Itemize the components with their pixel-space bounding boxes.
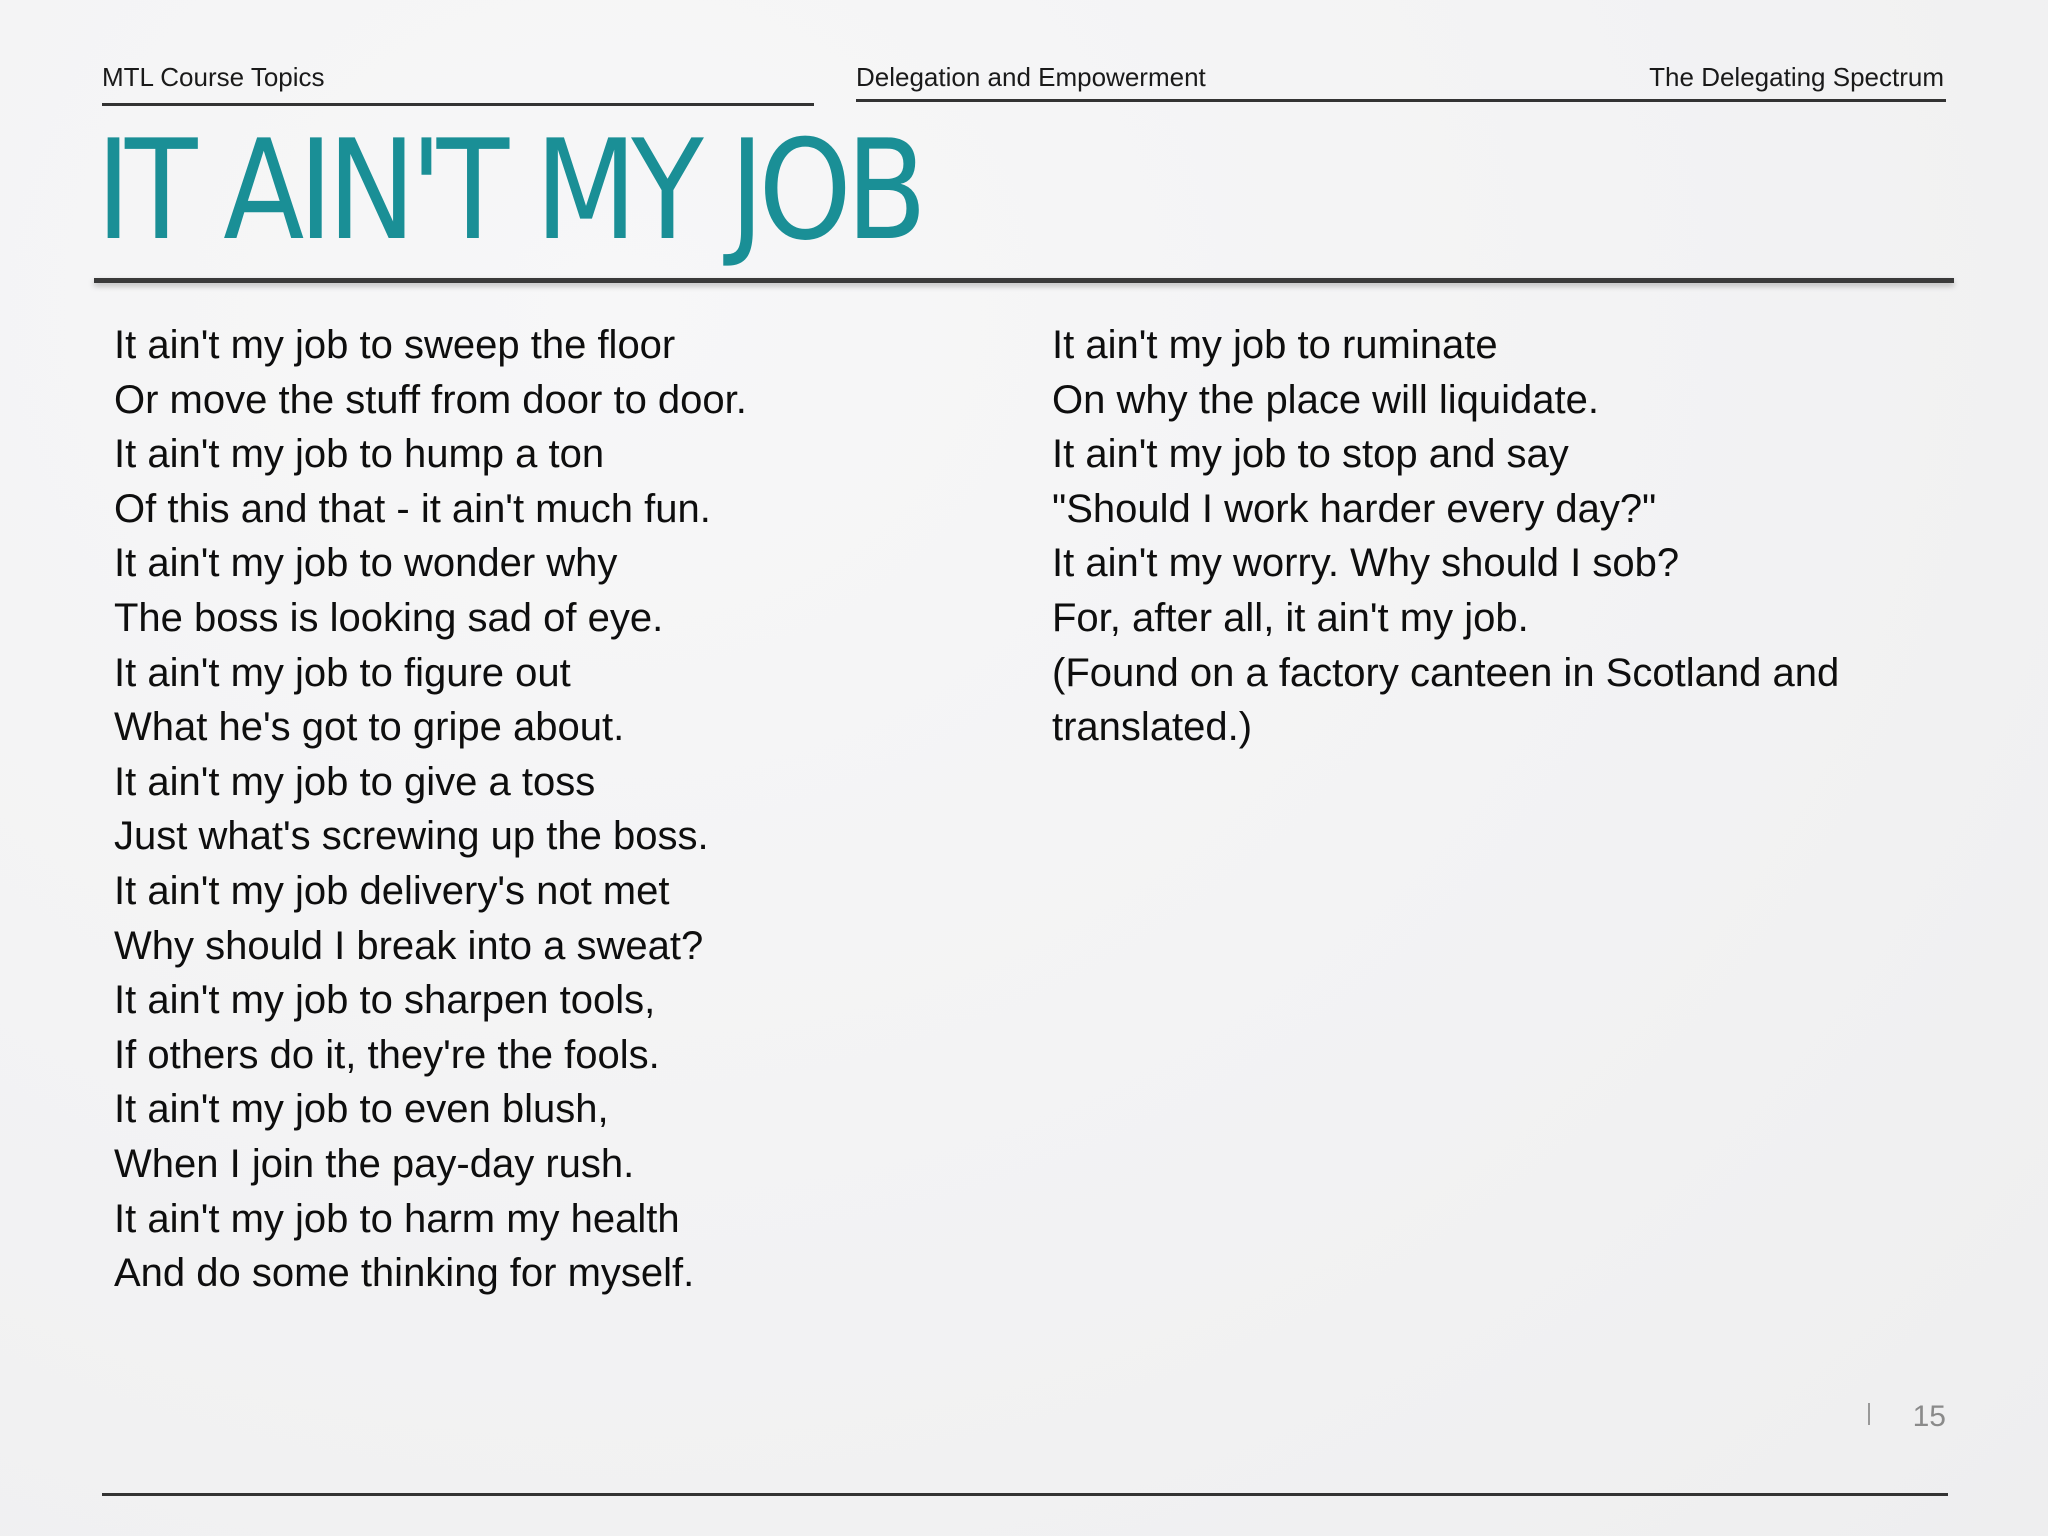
page-number-separator xyxy=(1868,1403,1870,1425)
poem-line: It ain't my job to wonder why xyxy=(114,541,618,586)
poem-column-right xyxy=(1052,318,1839,755)
footer-rule xyxy=(102,1493,1948,1496)
poem-line: It ain't my job to figure out xyxy=(114,650,571,695)
poem-line: Of this and that - it ain't much fun. xyxy=(114,486,711,531)
poem-line: And do some thinking for myself. xyxy=(114,1251,695,1296)
poem-line: If others do it, they're the fools. xyxy=(114,1032,660,1077)
poem-line: Why should I break into a sweat? xyxy=(114,923,704,968)
poem-line: Just what's screwing up the boss. xyxy=(114,814,709,859)
poem-line: The boss is looking sad of eye. xyxy=(114,595,664,640)
slide-title: IT AIN'T MY JOB xyxy=(96,110,922,271)
poem-source-note: (Found on a factory canteen in Scotland and xyxy=(1052,650,1840,695)
poem-column-left xyxy=(114,318,747,1301)
page-number: 15 xyxy=(1912,1400,1946,1433)
poem-line: It ain't my job to sweep the floor xyxy=(114,323,676,367)
header-course-topics: MTL Course Topics xyxy=(102,62,814,106)
poem-line: "Should I work harder every day?" xyxy=(1052,486,1657,531)
title-underline xyxy=(94,278,1954,283)
poem-line: It ain't my job to hump a ton xyxy=(114,432,605,477)
poem-line: It ain't my job to stop and say xyxy=(1052,432,1569,477)
poem-line: Or move the stuff from door to door. xyxy=(114,377,747,422)
poem-line: It ain't my worry. Why should I sob? xyxy=(1052,541,1680,586)
header-subsection-title: The Delegating Spectrum xyxy=(1649,62,1944,92)
poem-line: When I join the pay-day rush. xyxy=(114,1141,635,1186)
poem-line: It ain't my job to ruminate xyxy=(1052,323,1498,367)
poem-line: It ain't my job to sharpen tools, xyxy=(114,978,656,1023)
poem-line: It ain't my job to harm my health xyxy=(114,1196,680,1241)
poem-line: It ain't my job to even blush, xyxy=(114,1087,609,1132)
poem-source-note: translated.) xyxy=(1052,705,1253,750)
poem-line: For, after all, it ain't my job. xyxy=(1052,595,1529,640)
header-section-title: Delegation and Empowerment xyxy=(856,62,1206,92)
poem-line: It ain't my job to give a toss xyxy=(114,759,596,804)
poem-line: On why the place will liquidate. xyxy=(1052,377,1599,422)
poem-line: What he's got to gripe about. xyxy=(114,705,625,750)
poem-line: It ain't my job delivery's not met xyxy=(114,868,670,913)
